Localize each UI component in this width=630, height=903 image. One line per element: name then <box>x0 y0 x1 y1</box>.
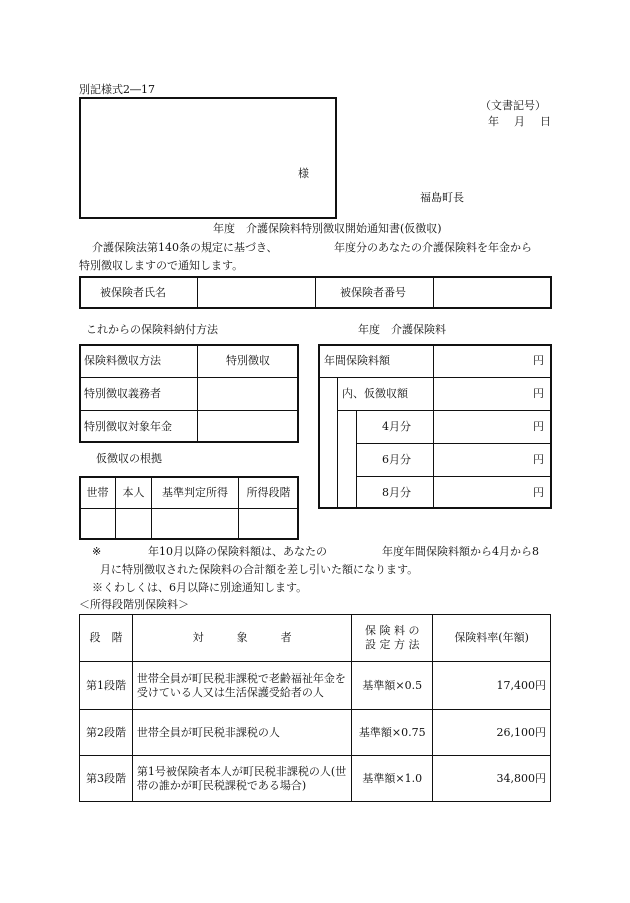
basis-header-self: 本人 <box>122 486 145 499</box>
premium-table <box>318 344 552 509</box>
method-cell: 基準額×0.75 <box>352 710 433 756</box>
grade-header-rate: 保険料率(年額) <box>433 615 551 662</box>
june-label: 6月分 <box>382 453 411 466</box>
table-row <box>80 662 551 710</box>
target-cell: 世帯全員が町民税非課税の人 <box>132 710 351 756</box>
note2: ※くわしくは、6月以降に別途通知します。 <box>92 581 308 594</box>
provisional-amount-label: 内、仮徴収額 <box>342 387 408 400</box>
target-cell: 世帯全員が町民税非課税で老齢福祉年金を受けている人又は生活保護受給者の人 <box>132 662 351 710</box>
grade-cell: 第3段階 <box>80 756 133 802</box>
yen-unit: 円 <box>533 486 544 499</box>
basis-header-grade: 所得段階 <box>246 486 291 499</box>
grade-header-grade: 段 階 <box>80 615 133 662</box>
rate-cell: 34,800円 <box>433 756 551 802</box>
grade-table <box>79 614 551 802</box>
intro-line1b: 年度分のあなたの介護保険料を年金から <box>334 241 532 254</box>
grade-cell: 第2段階 <box>80 710 133 756</box>
grade-header-method: 保 険 料 の 設 定 方 法 <box>352 615 433 662</box>
basis-header-household: 世帯 <box>86 486 109 499</box>
yen-unit: 円 <box>533 387 544 400</box>
document-number: （文書記号） <box>480 99 546 112</box>
rate-cell: 26,100円 <box>433 710 551 756</box>
table-row <box>80 756 551 802</box>
recipient-box <box>79 97 337 219</box>
premium-heading: 年度 介護保険料 <box>358 323 446 336</box>
note1-part-b: 年度年間保険料額から4月から8 <box>382 545 539 558</box>
collection-method-value: 特別徴収 <box>226 354 270 367</box>
rate-cell: 17,400円 <box>433 662 551 710</box>
yen-unit: 円 <box>533 354 544 367</box>
note-mark: ※ <box>92 545 102 558</box>
target-cell: 第1号被保険者本人が町民税非課税の人(世帯の誰かが町民税課税である場合) <box>132 756 351 802</box>
document-title: 年度 介護保険料特別徴収開始通知書(仮徴収) <box>213 222 442 235</box>
recipient-suffix: 様 <box>298 167 309 180</box>
method-cell: 基準額×1.0 <box>352 756 433 802</box>
grade-cell: 第1段階 <box>80 662 133 710</box>
yen-unit: 円 <box>533 453 544 466</box>
sender-name: 福島町長 <box>420 191 464 204</box>
form-number: 別記様式2―17 <box>79 83 155 96</box>
payment-method-heading: これからの保険料納付方法 <box>86 323 218 336</box>
august-label: 8月分 <box>382 486 411 499</box>
note1-part-a: 年10月以降の保険料額は、あなたの <box>148 545 327 558</box>
intro-line2: 特別徴収しますので通知します。 <box>79 259 244 272</box>
yen-unit: 円 <box>533 420 544 433</box>
intro-line1a: 介護保険法第140条の規定に基づき、 <box>92 241 278 254</box>
grade-header-target: 対 象 者 <box>132 615 351 662</box>
insured-number-label: 被保険者番号 <box>340 286 406 299</box>
issue-date: 年 月 日 <box>488 115 553 128</box>
method-cell: 基準額×0.5 <box>352 662 433 710</box>
grade-heading: ＜所得段階別保険料＞ <box>79 598 189 611</box>
provisional-basis-heading: 仮徴収の根拠 <box>96 452 162 465</box>
note1-part-c: 月に特別徴収された保険料の合計額を差し引いた額になります。 <box>100 563 419 576</box>
target-pension-label: 特別徴収対象年金 <box>84 420 172 433</box>
insured-name-label: 被保険者氏名 <box>100 286 166 299</box>
april-label: 4月分 <box>382 420 411 433</box>
table-row <box>80 710 551 756</box>
basis-header-income: 基準判定所得 <box>162 486 228 499</box>
collection-method-label: 保険料徴収方法 <box>84 354 161 367</box>
annual-premium-label: 年間保険料額 <box>324 354 390 367</box>
collection-agent-label: 特別徴収義務者 <box>84 387 161 400</box>
